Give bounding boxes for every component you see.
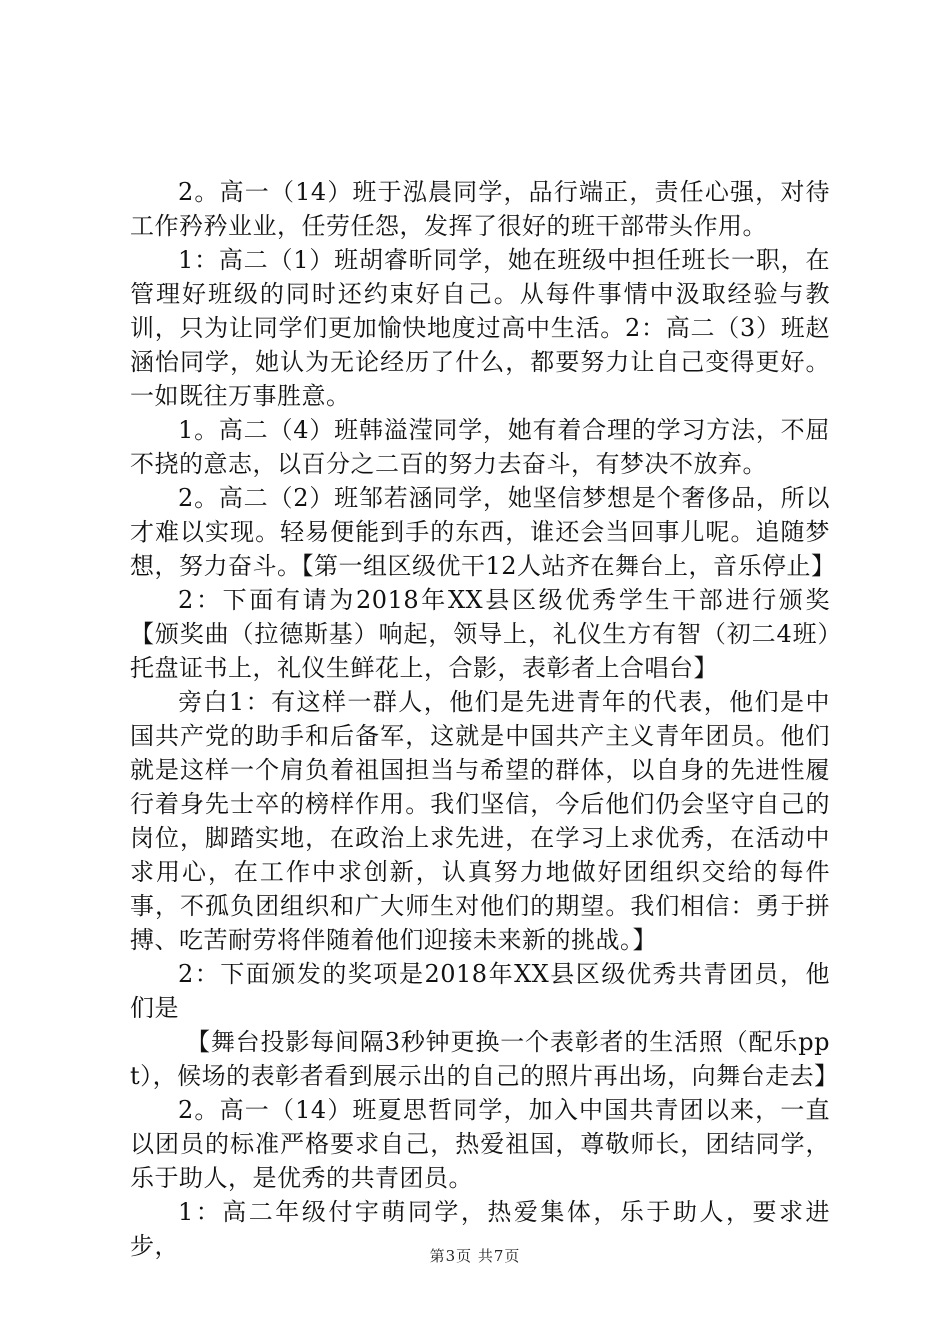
paragraph-6: 旁白1：有这样一群人，他们是先进青年的代表，他们是中国共产党的助手和后备军，这就是中国共产主义青年团员。他们就是这样一个肩负着祖国担当与希望的群体，以自身的先进性履行着身先士卒的榜样作用。我们坚信，今后他们仍会坚守自己的岗位，脚踏实地，在政治上求先进，在学习上求优秀，在活动中求用心，在工作中求创新，认真努力地做好团组织交给的每件事，不孤负团组织和广大师生对他们的期望。我们相信：勇于拼搏、吃苦耐劳将伴随着他们迎接未来新的挑战。】 <box>130 688 830 954</box>
paragraph-7: 2：下面颁发的奖项是2018年XX县区级优秀共青团员，他们是 <box>130 960 830 1022</box>
paragraph-10: 1：高二年级付宇萌同学，热爱集体，乐于助人，要求进步， <box>130 1198 830 1260</box>
paragraph-2: 1：高二（1）班胡睿昕同学，她在班级中担任班长一职，在管理好班级的同时还约束好自己。从每件事情中汲取经验与教训，只为让同学们更加愉快地度过高中生活。2：高二（3）班赵涵怡同学，她认为无论经历了什么，都要努力让自己变得更好。一如既往万事胜意。 <box>130 246 830 410</box>
page-number-footer: 第3页 共7页 <box>429 1247 521 1265</box>
paragraph-3: 1。高二（4）班韩溢滢同学，她有着合理的学习方法，不屈不挠的意志，以百分之二百的努力去奋斗，有梦决不放弃。 <box>130 416 830 478</box>
document-body <box>130 175 839 1263</box>
paragraph-9: 2。高一（14）班夏思哲同学，加入中国共青团以来，一直以团员的标准严格要求自己，热爱祖国，尊敬师长，团结同学，乐于助人，是优秀的共青团员。 <box>130 1096 830 1192</box>
paragraph-5: 2：下面有请为2018年XX县区级优秀学生干部进行颁奖【颁奖曲（拉德斯基）响起，领导上，礼仪生方有智（初二4班）托盘证书上，礼仪生鲜花上，合影，表彰者上合唱台】 <box>130 586 830 682</box>
paragraph-4: 2。高二（2）班邹若涵同学，她坚信梦想是个奢侈品，所以才难以实现。轻易便能到手的东西，谁还会当回事儿呢。追随梦想，努力奋斗。【第一组区级优干12人站齐在舞台上，音乐停止】 <box>130 484 836 580</box>
paragraph-1: 2。高一（14）班于泓晨同学，品行端正，责任心强，对待工作矜矜业业，任劳任怨，发挥了很好的班干部带头作用。 <box>130 178 830 240</box>
paragraph-8: 【舞台投影每间隔3秒钟更换一个表彰者的生活照（配乐ppt），候场的表彰者看到展示出的自己的照片再出场，向舞台走去】 <box>130 1028 839 1090</box>
